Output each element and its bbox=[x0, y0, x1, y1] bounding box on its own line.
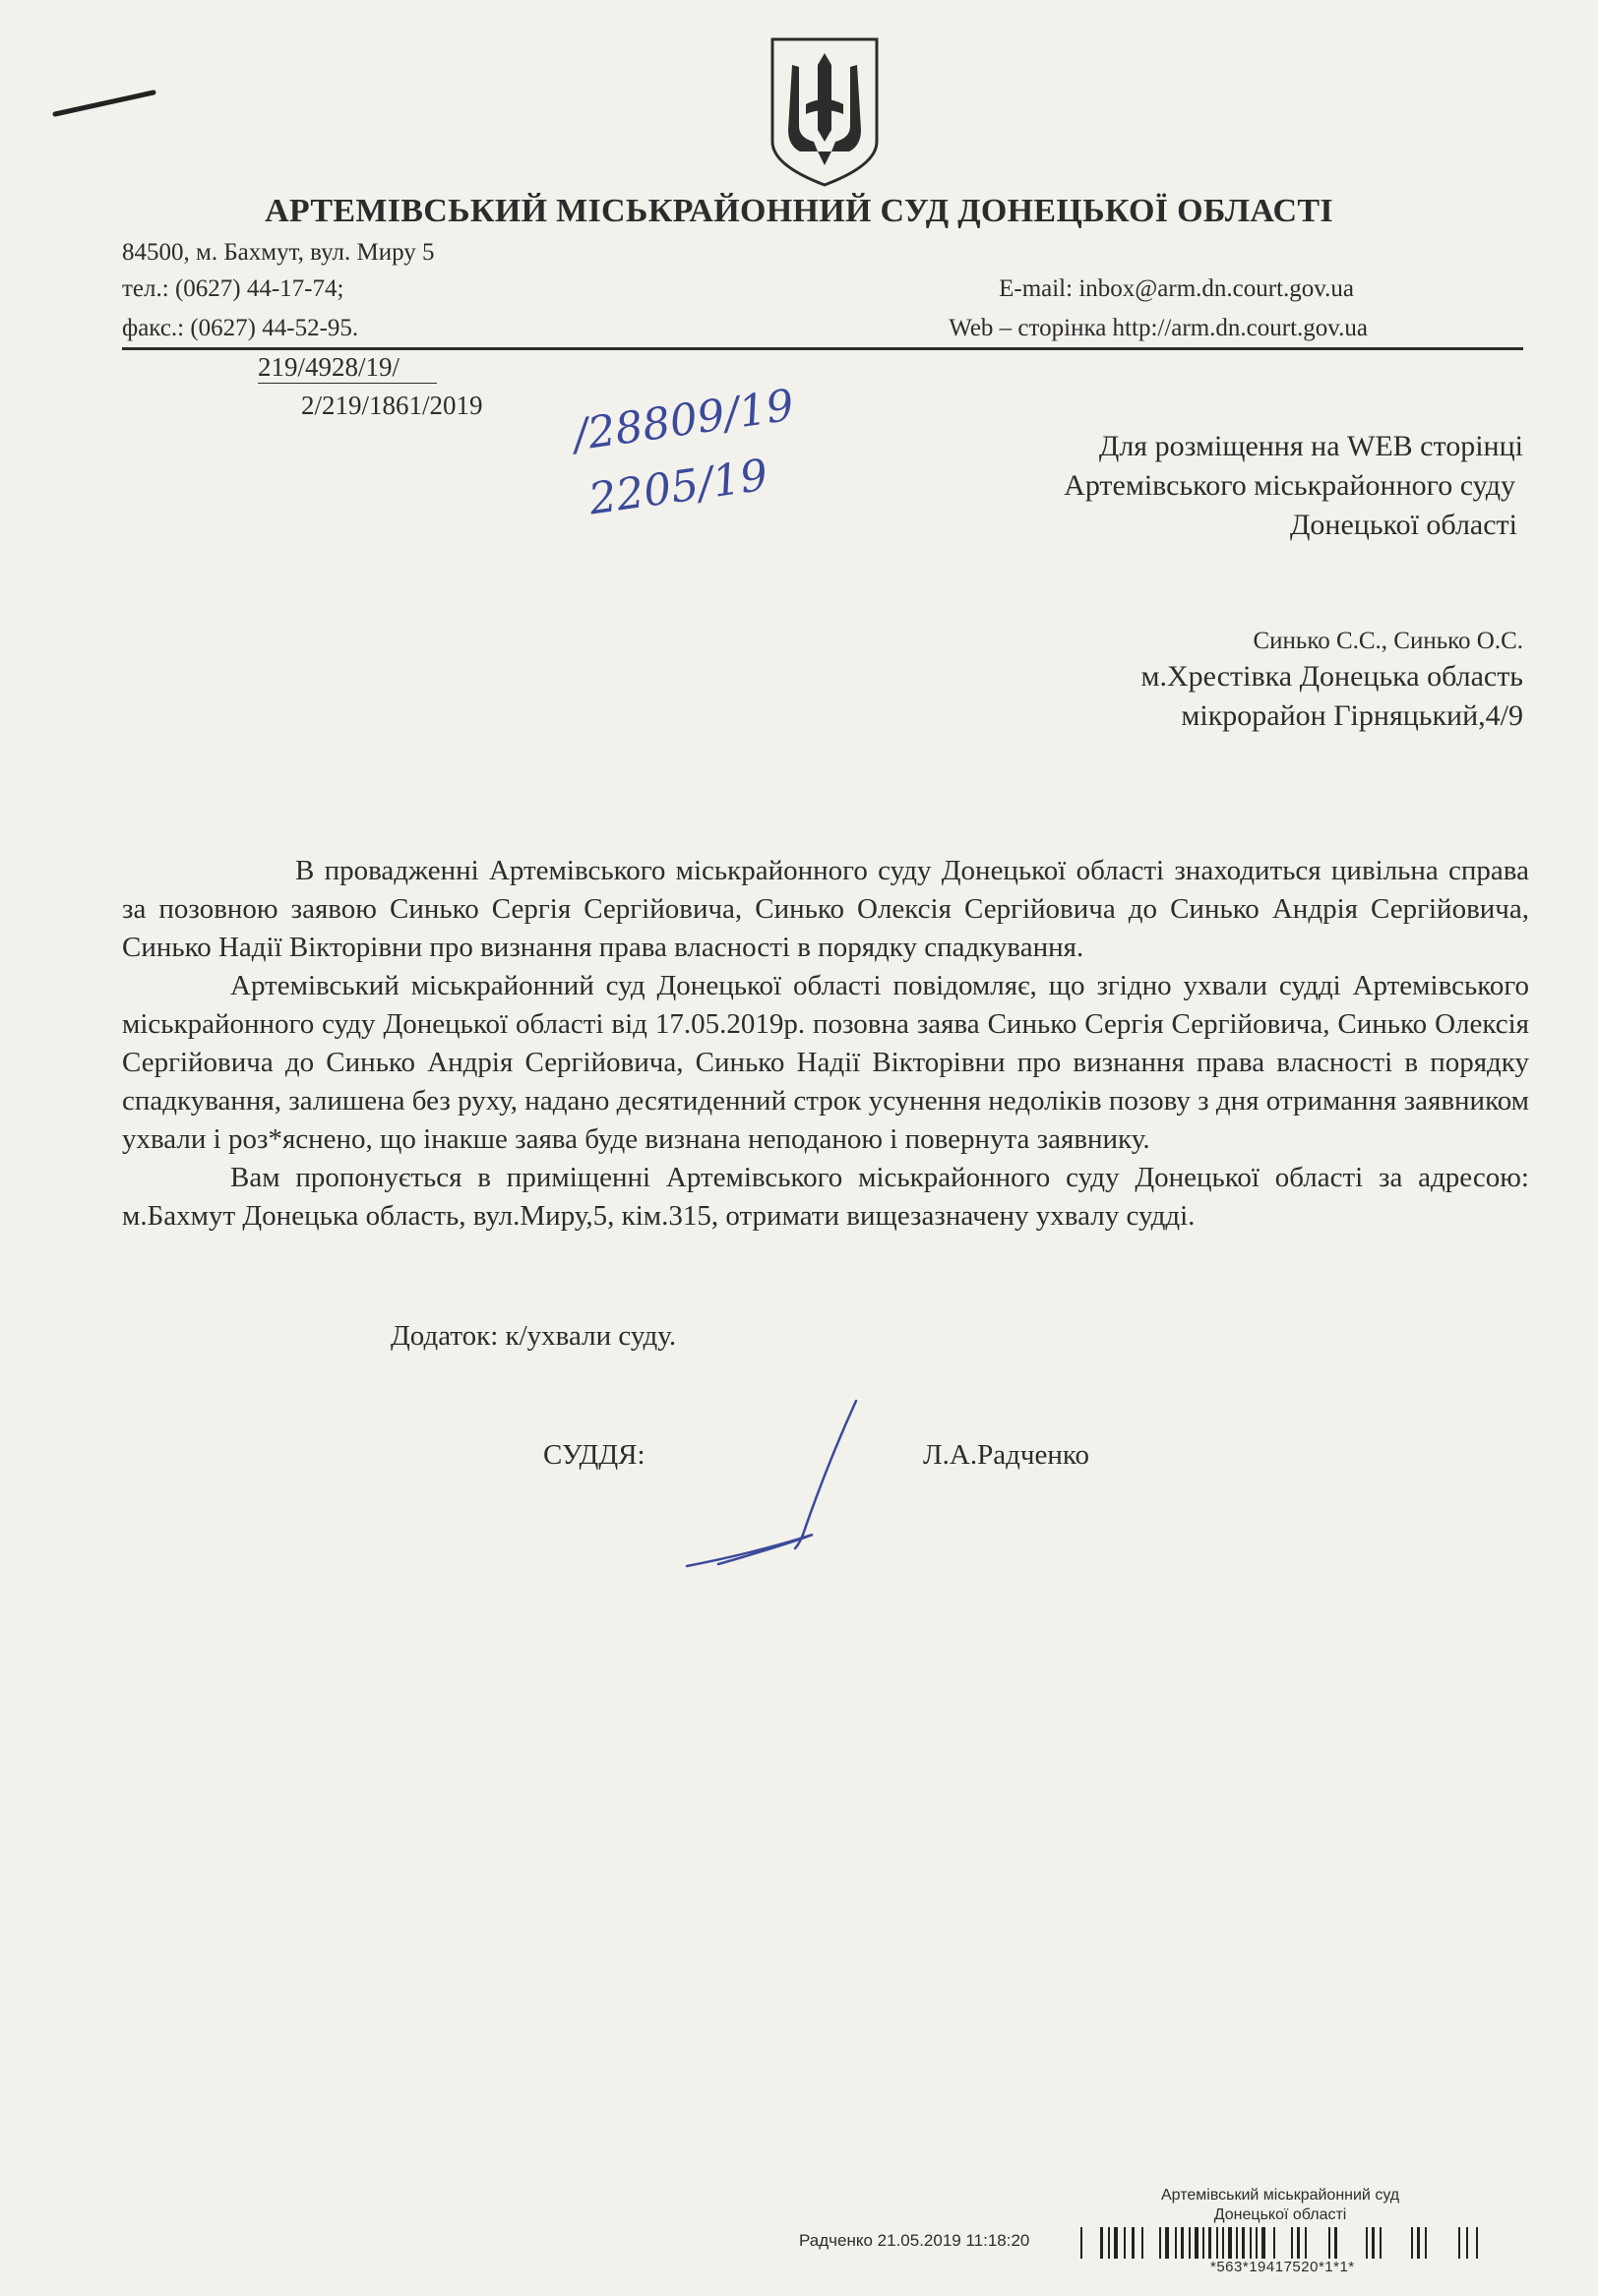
footer-court-label bbox=[1161, 2186, 1399, 2225]
addressee-street: мікрорайон Гірняцький,4/9 bbox=[1181, 699, 1523, 732]
body-paragraph-3: Вам пропонується в приміщенні Артемівського міськрайонного суду Донецької області за адресою: м.Бахмут Донецька область, вул.Миру,5, кім.315, отримати вищезазначену ухвалу судді. bbox=[122, 1162, 1529, 1232]
barcode-icon bbox=[1080, 2225, 1543, 2261]
recipient-note-line-3: Донецької області bbox=[1289, 509, 1517, 541]
letter-body bbox=[122, 852, 1529, 1236]
addressee-city: м.Хрестівка Донецька область bbox=[1140, 660, 1523, 693]
judge-label: СУДДЯ: bbox=[543, 1439, 645, 1471]
court-fax: факс.: (0627) 44-52-95. bbox=[122, 315, 359, 341]
court-web: Web – сторінка http://arm.dn.court.gov.ua bbox=[949, 315, 1368, 341]
court-name-heading: АРТЕМІВСЬКИЙ МІСЬКРАЙОННИЙ СУД ДОНЕЦЬКОЇ ОБЛАСТІ bbox=[265, 193, 1333, 229]
body-paragraph-2: Артемівський міськрайонний суд Донецької області повідомляє, що згідно ухвали судді Артемівського міськрайонного суду Донецької області від 17.05.2019р. позовна заява Синько Сергія Сергійовича, Синько Олексія Сергійовича до Синько Андрія Сергійовича, Синько Надії Вікторівни про визнання права власності в порядку спадкування, залишена без руху, надано десятиденний строк усунення недоліків позову з дня отримання заявником ухвали і роз*яснено, що інакше заява буде визнана неподаною і повернута заявнику. bbox=[122, 970, 1529, 1155]
handwritten-signature bbox=[679, 1397, 876, 1574]
addressee-names: Синько С.С., Синько О.С. bbox=[1253, 628, 1523, 654]
footer-court-line-1: Артемівський міськрайонний суд bbox=[1161, 2187, 1400, 2204]
handwritten-number-1: /28809/19 bbox=[570, 380, 798, 461]
handwritten-number-2: 2205/19 bbox=[585, 450, 771, 525]
footer-court-line-2: Донецької області bbox=[1213, 2206, 1347, 2223]
barcode-number: *563*19417520*1*1* bbox=[1210, 2259, 1355, 2275]
court-email: E-mail: inbox@arm.dn.court.gov.ua bbox=[999, 275, 1354, 302]
court-address: 84500, м. Бахмут, вул. Миру 5 bbox=[122, 239, 435, 266]
court-phone: тел.: (0627) 44-17-74; bbox=[122, 275, 344, 302]
registration-number-2: 2/219/1861/2019 bbox=[301, 391, 483, 420]
pen-mark bbox=[51, 85, 159, 124]
recipient-note-line-1: Для розміщення на WEB сторінці bbox=[1098, 430, 1523, 462]
recipient-note-line-2: Артемівського міськрайонного суду bbox=[1064, 469, 1515, 502]
trident-emblem-icon bbox=[767, 35, 883, 188]
judge-name: Л.А.Радченко bbox=[923, 1439, 1089, 1471]
footer-e-stamp: Радченко 21.05.2019 11:18:20 bbox=[799, 2231, 1030, 2250]
header-divider bbox=[122, 347, 1523, 350]
registration-number-1: 219/4928/19/ bbox=[258, 352, 437, 384]
attachment-note: Додаток: к/ухвали суду. bbox=[391, 1320, 677, 1352]
body-paragraph-1: В провадженні Артемівського міськрайонного суду Донецької області знаходиться цивільна справа за позовною заявою Синько Сергія Сергійовича, Синько Олексія Сергійовича до Синько Андрія Сергійовича, Синько Надії Вікторівни про визнання права власності в порядку спадкування. bbox=[122, 855, 1529, 963]
